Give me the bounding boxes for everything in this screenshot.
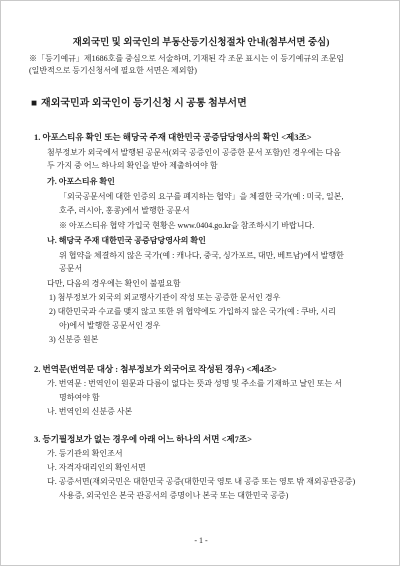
item-2-a-line: 가. 번역문 : 번역인이 원문과 다름이 없다는 뜻과 성명 및 주소를 기재하고 날인 또는 서 bbox=[47, 379, 342, 388]
item-1-a-heading: 가. 아포스티유 확인 bbox=[47, 177, 115, 186]
item-3-b-line: 나. 자격자대리인의 확인서면 bbox=[47, 463, 146, 472]
item-2-heading: 2. 번역문(번역문 대상 : 첨부정보가 외국어로 작성된 경우) <제4조> bbox=[34, 364, 277, 374]
item-1-b-heading: 나. 해당국 주재 대한민국 공증담당영사의 확인 bbox=[47, 236, 206, 245]
item-1-exception-intro: 다만, 다음의 경우에는 확인이 불필요함 bbox=[47, 279, 181, 288]
item-3-heading: 3. 등기필정보가 없는 경우에 아래 어느 하나의 서면 <제7조> bbox=[34, 434, 252, 444]
header-note-exclusion: (일반적으로 등기신청서에 필요한 서면은 제외함) bbox=[29, 66, 197, 75]
item-2-b-line: 나. 번역인의 신분증 사본 bbox=[47, 407, 133, 416]
document-title: 재외국민 및 외국인의 부동산등기신청절차 안내(첨부서면 중심) bbox=[72, 38, 330, 48]
section-heading bbox=[31, 98, 247, 110]
item-2-a-line: 명하여야 함 bbox=[59, 393, 100, 402]
item-3-c-line: 다. 공증서면(재외국민은 대한민국 공증(대한민국 영토 내 공증 또는 영토 밖 재외공관공증) bbox=[47, 477, 356, 486]
item-1-a-body-line: 「외국공문서에 대한 인증의 요구를 폐지하는 협약」을 체결한 국가(예 : 미국, 일본, bbox=[59, 192, 344, 201]
item-1-b-body-line: 공문서 bbox=[59, 264, 83, 273]
item-1-intro-line: 첨부정보가 외국에서 발행된 공문서(외국 공증인이 공증한 문서 포함)인 경우에는 다음 bbox=[47, 148, 341, 157]
item-1-a-body-line: 호주, 러시아, 홍콩)에서 발행한 공문서 bbox=[59, 206, 190, 215]
square-bullet-icon: ■ bbox=[31, 98, 38, 109]
item-1-a-note: ※ 아포스티유 협약 가입국 현황은 www.0404.go.kr을 참조하시기 바랍니다. bbox=[59, 221, 315, 230]
item-3-c-line: 사용증, 외국인은 본국 관공서의 증명이나 본국 또는 대한민국 공증) bbox=[59, 491, 289, 500]
item-1-exception-line: 2) 대한민국과 수교를 맺지 않고 또한 위 협약에도 가입하지 않은 국가(예 : 쿠바, 시리 bbox=[49, 307, 336, 316]
item-1-intro-line: 두 가지 중 어느 하나의 확인을 받아 제출하여야 함 bbox=[47, 161, 218, 170]
item-1-heading: 1. 아포스티유 확인 또는 해당국 주재 대한민국 공증담당영사의 확인 <제3조> bbox=[34, 132, 312, 142]
page-number: - 1 - bbox=[194, 536, 208, 545]
item-3-a-line: 가. 등기관의 확인조서 bbox=[47, 449, 123, 458]
item-1-exception-line: 3) 신분증 원본 bbox=[49, 335, 99, 344]
header-note: ※「등기예규」제1686호를 중심으로 서술하며, 기재된 각 조문 표시는 이 등기예규의 조문임 bbox=[29, 54, 345, 63]
item-1-exception-line: 1) 첨부정보가 외국의 외교행사기관이 작성 또는 공증한 문서인 경우 bbox=[49, 293, 281, 302]
item-1-b-body-line: 위 협약을 체결하지 않은 국가(예 : 캐나다, 중국, 싱가포르, 대만, 베트남)에서 발행한 bbox=[59, 251, 344, 260]
section-heading-text: 재외국민과 외국인이 등기신청 시 공통 첨부서면 bbox=[41, 98, 247, 109]
item-1-exception-line: 아)에서 발행한 공문서인 경우 bbox=[59, 321, 161, 330]
